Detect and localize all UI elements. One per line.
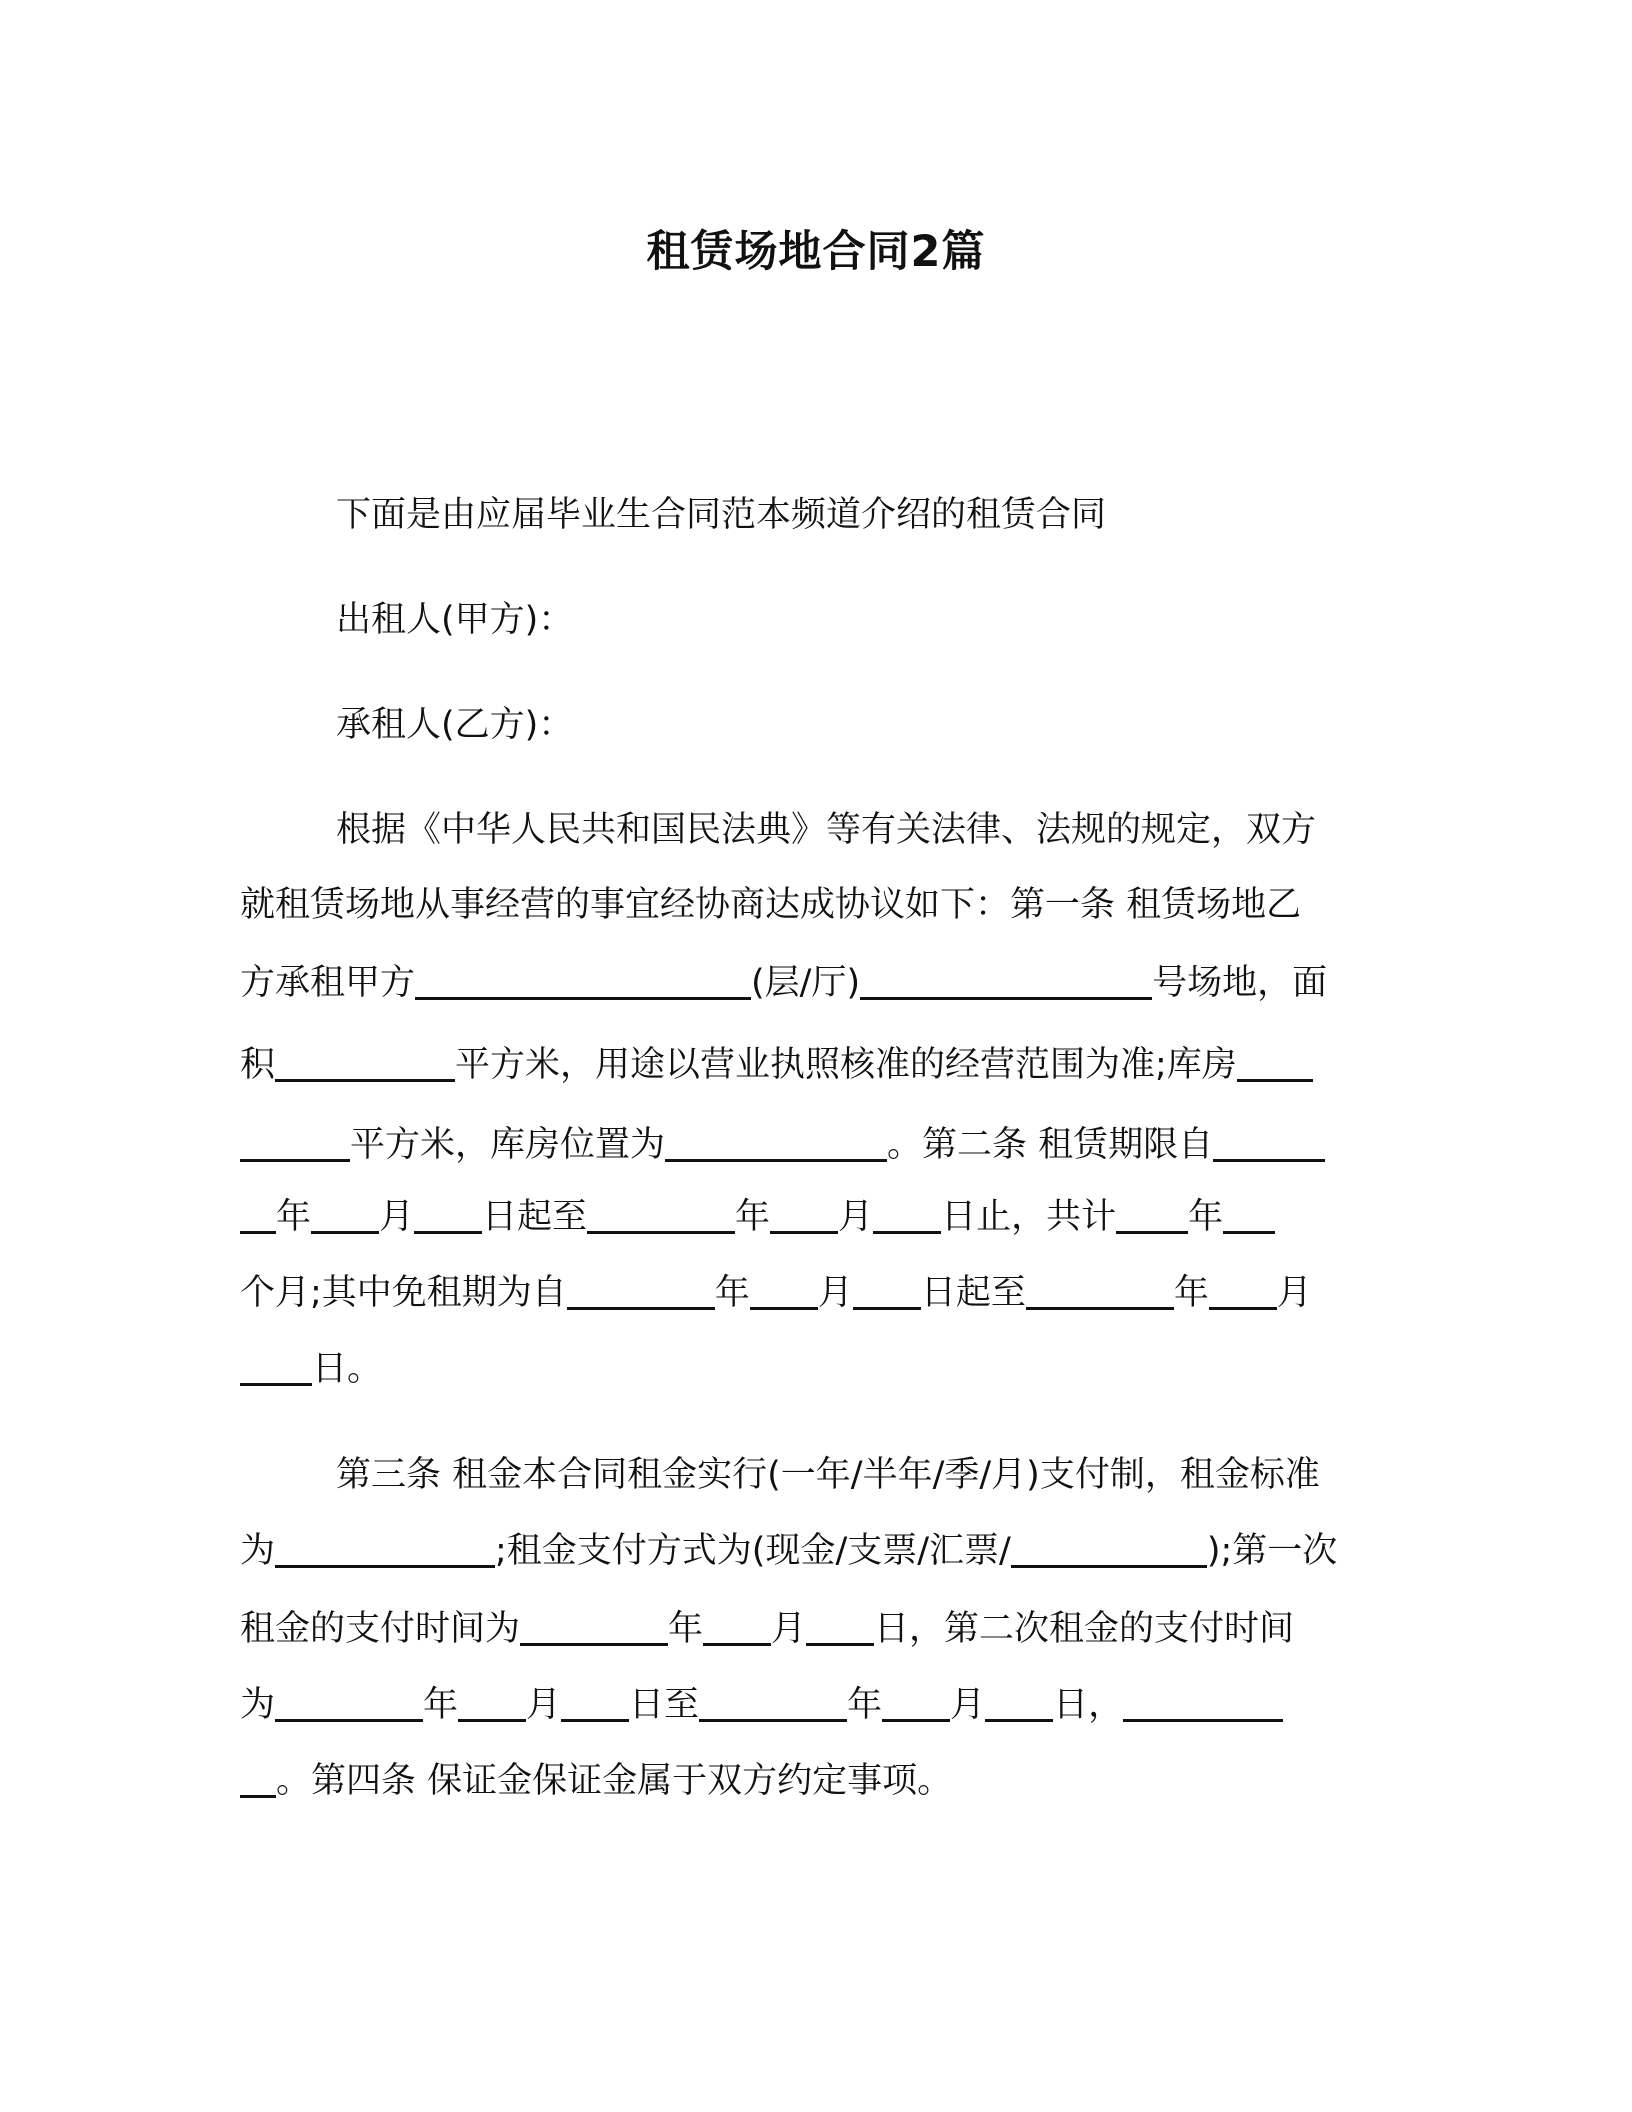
fill-blank[interactable]	[567, 1271, 715, 1310]
text: (层/厅)	[751, 963, 861, 1003]
text: ;租金支付方式为(现金/支票/汇票/	[495, 1531, 1011, 1571]
clause-line	[240, 1344, 382, 1394]
text: 年	[714, 1273, 750, 1313]
fill-blank[interactable]	[414, 1195, 482, 1234]
text: );第一次	[1206, 1531, 1338, 1571]
lessee-line	[336, 700, 573, 750]
text: 。第四条 保证金保证金属于双方约定事项。	[276, 1761, 953, 1801]
text: 平方米，用途以营业执照核准的经营范围为准;库房	[455, 1045, 1237, 1085]
text: 月	[817, 1273, 853, 1313]
clause-line	[336, 1450, 1320, 1500]
text: 日止，共计	[941, 1197, 1117, 1237]
fill-blank[interactable]	[240, 1759, 276, 1798]
fill-blank[interactable]	[1011, 1529, 1207, 1568]
text: 月	[379, 1197, 415, 1237]
text: 根据《中华人民共和国民法典》等有关法律、法规的规定，双方	[336, 810, 1317, 850]
fill-blank[interactable]	[311, 1195, 379, 1234]
clause-line	[240, 1604, 1294, 1654]
text: 日至	[629, 1685, 700, 1725]
clause-line	[240, 880, 1301, 930]
text: 租金的支付时间为	[240, 1609, 521, 1649]
lessor-label: 出租人(甲方)：	[336, 600, 574, 640]
fill-blank[interactable]	[240, 1123, 350, 1162]
fill-blank[interactable]	[240, 1347, 312, 1386]
fill-blank[interactable]	[275, 1529, 495, 1568]
text: 日，第二次租金的支付时间	[874, 1609, 1295, 1649]
text: 。第二条 租赁期限自	[887, 1125, 1214, 1165]
text: 年	[668, 1609, 704, 1649]
fill-blank[interactable]	[703, 1607, 771, 1646]
fill-blank[interactable]	[520, 1607, 668, 1646]
fill-blank[interactable]	[1116, 1195, 1188, 1234]
fill-blank[interactable]	[1237, 1043, 1313, 1082]
text: 年	[276, 1197, 312, 1237]
text: 年	[1188, 1197, 1224, 1237]
clause-line	[240, 1040, 1313, 1090]
text: 个月;其中免租期为自	[240, 1273, 567, 1313]
clause-line	[240, 1756, 952, 1806]
fill-blank[interactable]	[882, 1683, 950, 1722]
text: 月	[838, 1197, 874, 1237]
fill-blank[interactable]	[1223, 1195, 1275, 1234]
clause-line	[240, 1120, 1325, 1170]
text: 年	[735, 1197, 771, 1237]
fill-blank[interactable]	[1213, 1123, 1325, 1162]
fill-blank[interactable]	[806, 1607, 874, 1646]
fill-blank[interactable]	[699, 1683, 847, 1722]
text: 年	[847, 1685, 883, 1725]
fill-blank[interactable]	[587, 1195, 735, 1234]
fill-blank[interactable]	[561, 1683, 629, 1722]
text: 月	[526, 1685, 562, 1725]
fill-blank[interactable]	[240, 1195, 276, 1234]
text: 下面是由应届毕业生合同范本频道介绍的租赁合同	[336, 495, 1107, 535]
text: 日。	[312, 1349, 383, 1389]
clause-line	[240, 958, 1327, 1008]
lessee-label: 承租人(乙方)：	[336, 705, 574, 745]
text: 方承租甲方	[240, 963, 416, 1003]
clause-line	[240, 1192, 1275, 1242]
fill-blank[interactable]	[1026, 1271, 1174, 1310]
text: 日起至	[482, 1197, 588, 1237]
text: 年	[1173, 1273, 1209, 1313]
text: 月	[1276, 1273, 1312, 1313]
clause-line	[240, 1268, 1312, 1318]
text: 为	[240, 1531, 276, 1571]
fill-blank[interactable]	[985, 1683, 1053, 1722]
text: 年	[423, 1685, 459, 1725]
text: 日起至	[920, 1273, 1026, 1313]
fill-blank[interactable]	[1209, 1271, 1277, 1310]
fill-blank[interactable]	[415, 961, 751, 1000]
fill-blank[interactable]	[770, 1195, 838, 1234]
text: 月	[771, 1609, 807, 1649]
text: 积	[240, 1045, 276, 1085]
fill-blank[interactable]	[860, 961, 1152, 1000]
fill-blank[interactable]	[750, 1271, 818, 1310]
page-title: 租赁场地合同2篇	[646, 227, 986, 277]
fill-blank[interactable]	[873, 1195, 941, 1234]
clause-line	[240, 1526, 1337, 1576]
fill-blank[interactable]	[275, 1043, 455, 1082]
fill-blank[interactable]	[275, 1683, 423, 1722]
lessor-line	[336, 595, 573, 645]
text: 平方米，库房位置为	[350, 1125, 666, 1165]
text: 就租赁场地从事经营的事宜经协商达成协议如下：第一条 租赁场地乙	[240, 885, 1302, 925]
fill-blank[interactable]	[1123, 1683, 1283, 1722]
fill-blank[interactable]	[665, 1123, 887, 1162]
intro-line	[336, 490, 1106, 540]
fill-blank[interactable]	[458, 1683, 526, 1722]
text: 月	[950, 1685, 986, 1725]
text: 日，	[1053, 1685, 1124, 1725]
clause-line	[240, 1680, 1283, 1730]
fill-blank[interactable]	[853, 1271, 921, 1310]
text: 第三条 租金本合同租金实行(一年/半年/季/月)支付制，租金标准	[336, 1455, 1320, 1495]
clause-line	[336, 805, 1316, 855]
text: 号场地，面	[1152, 963, 1328, 1003]
text: 为	[240, 1685, 276, 1725]
